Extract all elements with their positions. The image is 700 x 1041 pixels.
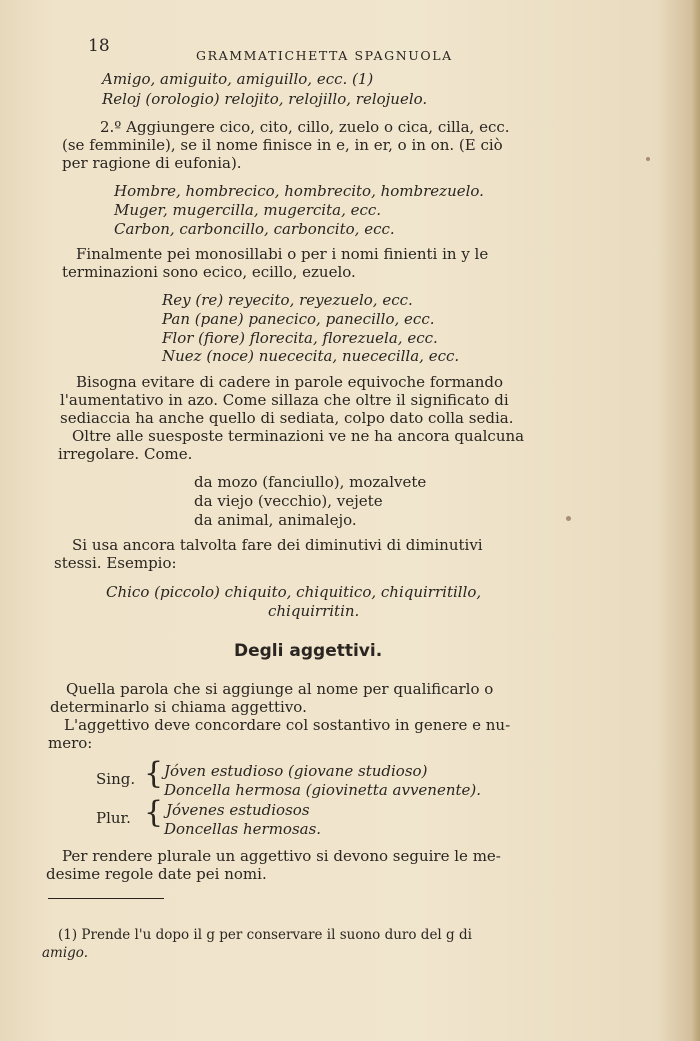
text-line: Pan (pane) panecico, panecillo, ecc. [162, 310, 435, 328]
footnote-line: (1) Prende l'u dopo il g per conservare il suono duro del g di [58, 927, 472, 943]
brace-symbol: { [144, 756, 164, 791]
text-line: L'aggettivo deve concordare col sostantivo in genere e nu- [64, 716, 511, 734]
text-line: Per rendere plurale un aggettivo si devono seguire le me- [62, 847, 501, 865]
running-header [88, 36, 610, 63]
text-line: Quella parola che si aggiunge al nome per qualificarlo o [66, 680, 494, 698]
text-line: da viejo (vecchio), vejete [194, 492, 383, 510]
text-line: Bisogna evitare di cadere in parole equivoche formando [76, 373, 504, 391]
text-line: 2.º Aggiungere cico, cito, cillo, zuelo o cica, cilla, ecc. [100, 118, 510, 136]
label-singular: Sing. [96, 770, 136, 788]
label-plural: Plur. [96, 809, 131, 827]
text-line: Doncellas hermosas. [164, 820, 322, 838]
text-line: chiquirritin. [268, 602, 360, 620]
text-line: Finalmente pei monosillabi o per i nomi finienti in y le [76, 245, 489, 263]
text-line: Jóven estudioso (giovane studioso) [164, 762, 428, 780]
text-line: Oltre alle suesposte terminazioni ve ne ha ancora qualcuna [72, 427, 525, 445]
text-line: mero: [48, 734, 93, 752]
text-line: (se femminile), se il nome finisce in e, in er, o in on. (E ciò [62, 136, 503, 154]
ink-spot [646, 157, 650, 161]
text-line: Chico (piccolo) chiquito, chiquitico, chiquirritillo, [106, 583, 482, 601]
text-line: Nuez (noce) nuececita, nuececilla, ecc. [162, 347, 460, 365]
text-line: Carbon, carboncillo, carboncito, ecc. [114, 220, 395, 238]
section-heading: Degli aggettivi. [234, 641, 383, 661]
ink-spot [566, 516, 571, 521]
text-line: Si usa ancora talvolta fare dei diminutivi di diminutivi [72, 536, 483, 554]
text-line: per ragione di eufonia). [62, 154, 242, 172]
text-line: determinarlo si chiama aggettivo. [50, 698, 307, 716]
footnote-line: amigo. [42, 945, 88, 961]
text-line: Muger, mugercilla, mugercita, ecc. [114, 201, 382, 219]
text-line: Doncella hermosa (giovinetta avvenente). [164, 781, 482, 799]
text-line: terminazioni sono ecico, ecillo, ezuelo. [62, 263, 356, 281]
text-line: desime regole date pei nomi. [46, 865, 267, 883]
text-line: da mozo (fanciullo), mozalvete [194, 473, 427, 491]
text-line: Amigo, amiguito, amiguillo, ecc. (1) [102, 70, 374, 88]
text-line: Hombre, hombrecico, hombrecito, hombrezuelo. [114, 182, 484, 200]
text-line: Flor (fiore) florecita, florezuela, ecc. [162, 329, 438, 347]
text-line: l'aumentativo in azo. Come sillaza che oltre il significato di [60, 391, 509, 409]
text-line: irregolare. Come. [58, 445, 193, 463]
text-line: Jóvenes estudiosos [166, 801, 310, 819]
running-title: GRAMMATICHETTA SPAGNUOLA [196, 48, 453, 63]
text-line: Reloj (orologio) relojito, relojillo, relojuelo. [102, 90, 428, 108]
text-line: da animal, animalejo. [194, 511, 357, 529]
text-line: Rey (re) reyecito, reyezuelo, ecc. [162, 291, 413, 309]
brace-symbol: { [144, 795, 164, 830]
text-line: sediaccia ha anche quello di sediata, colpo dato colla sedia. [60, 409, 514, 427]
text-line: stessi. Esempio: [54, 554, 177, 572]
page-number: 18 [88, 36, 110, 56]
footnote-divider [48, 898, 164, 899]
